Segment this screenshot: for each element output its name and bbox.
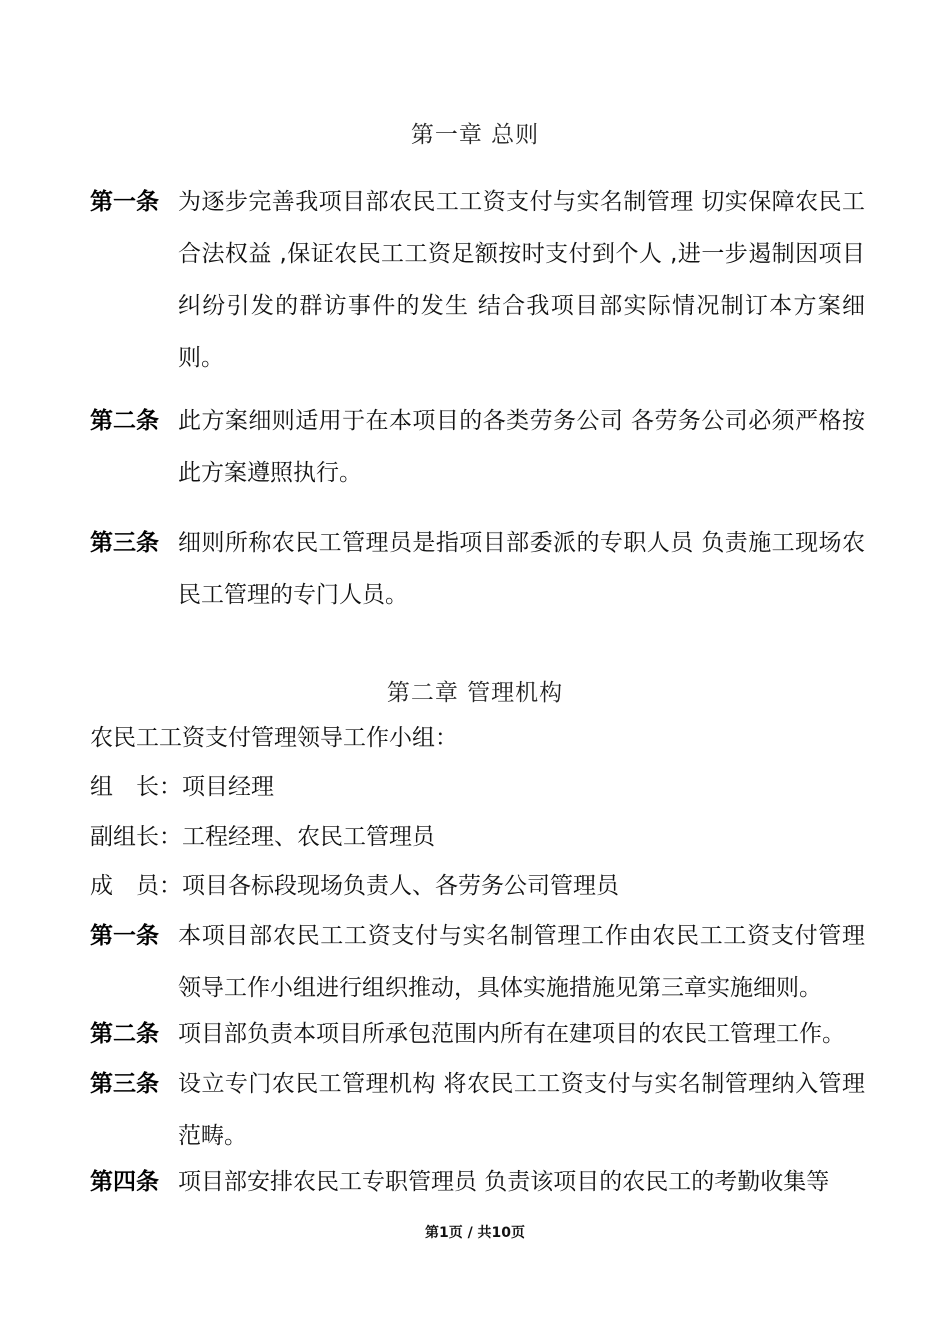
article-label: 第三条 [90,1071,159,1097]
member-role: 副组长： [90,824,182,850]
chapter-1-article-2 [90,395,865,499]
member-row-leader [90,761,865,813]
article-label: 第一条 [90,923,159,949]
article-label: 第三条 [90,530,159,556]
member-role: 成 员： [90,873,182,899]
article-label: 第二条 [90,408,159,434]
article-text: 此方案细则适用于在本项目的各类劳务公司 各劳务公司必须严格按此方案遵照执行。 [178,408,865,486]
member-row-deputy [90,811,865,863]
article-label: 第一条 [90,189,159,215]
article-text: 设立专门农民工管理机构 将农民工工资支付与实名制管理纳入管理范畴。 [178,1071,865,1149]
member-names: 工程经理、农民工管理员 [182,824,435,850]
article-label: 第四条 [90,1169,159,1195]
page-number-footer: 第1页 / 共10页 [424,1225,526,1241]
chapter-2-article-4 [90,1156,865,1208]
leadership-group-title: 农民工工资支付管理领导工作小组： [90,725,458,751]
member-names: 项目各标段现场负责人、各劳务公司管理员 [182,873,619,899]
member-row-members [90,860,865,912]
member-role: 组 长： [90,774,182,800]
article-text: 细则所称农民工管理员是指项目部委派的专职人员 负责施工现场农民工管理的专门人员。 [178,530,865,608]
chapter-2-article-2 [90,1008,865,1060]
chapter-2-heading: 第二章 管理机构 [386,680,564,706]
chapter-2-article-3 [90,1058,865,1162]
article-text: 为逐步完善我项目部农民工工资支付与实名制管理 切实保障农民工合法权益 ,保证农民工工资足额按时支付到个人 ,进一步遏制因项目纠纷引发的群访事件的发生 结合我项目部实际情况制订本方案细则。 [178,189,865,371]
chapter-1-heading: 第一章 总则 [410,122,540,148]
article-text: 项目部负责本项目所承包范围内所有在建项目的农民工管理工作。 [178,1021,845,1047]
article-label: 第二条 [90,1021,159,1047]
chapter-1-article-3 [90,517,865,621]
article-text: 本项目部农民工工资支付与实名制管理工作由农民工工资支付管理领导工作小组进行组织推动，具体实施措施见第三章实施细则。 [178,923,865,1001]
chapter-2-article-1 [90,910,865,1014]
member-names: 项目经理 [182,774,274,800]
chapter-1-article-1 [90,176,865,384]
article-text: 项目部安排农民工专职管理员 负责该项目的农民工的考勤收集等 [178,1169,830,1195]
